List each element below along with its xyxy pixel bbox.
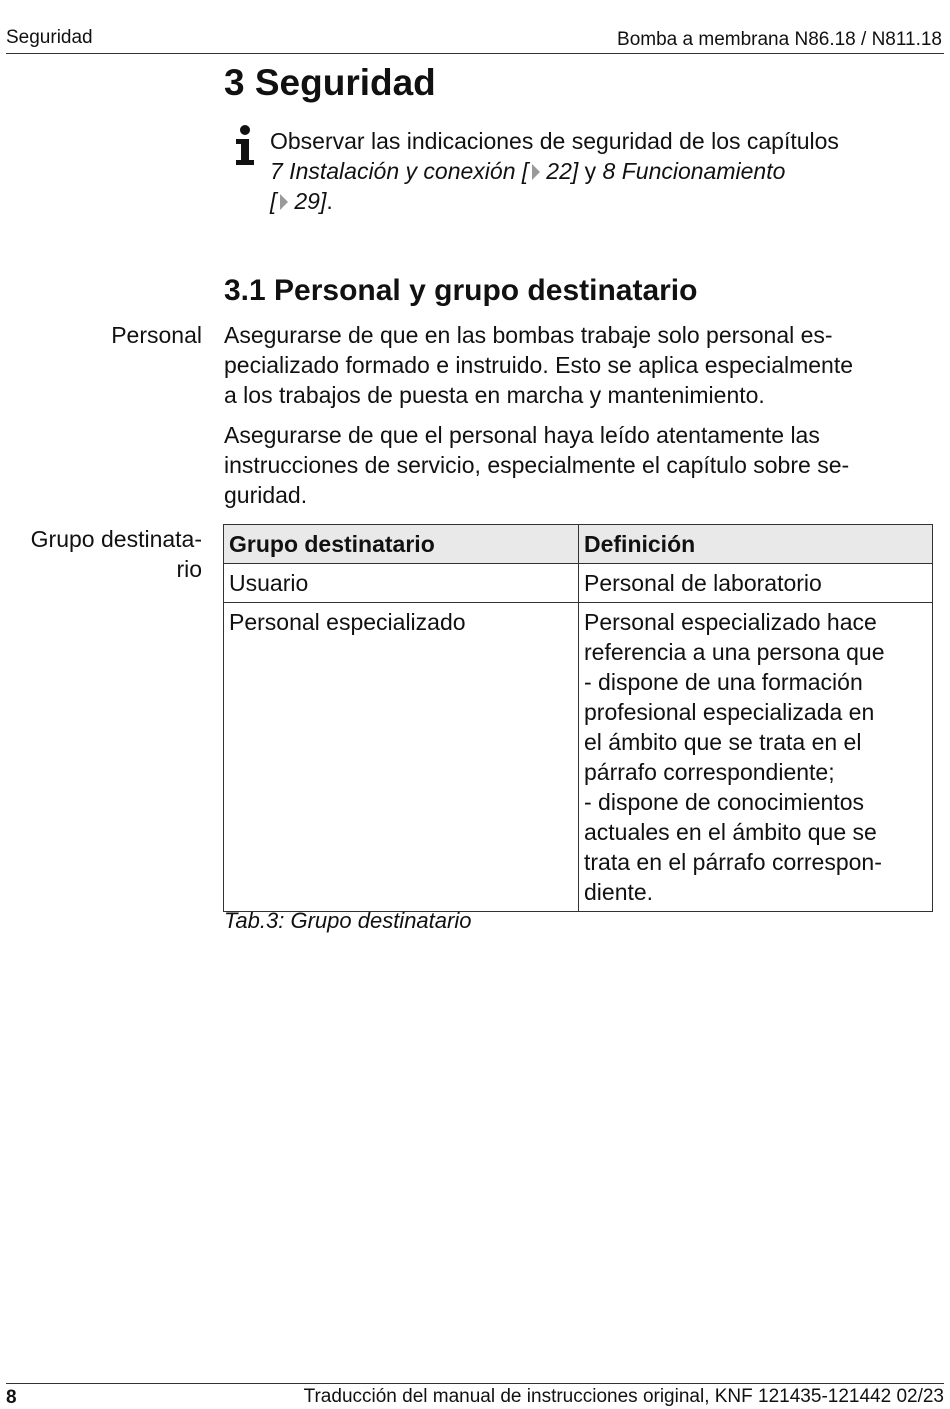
- info-icon: [230, 124, 260, 166]
- margin-label-personal: Personal: [111, 322, 202, 348]
- cell-group: Usuario: [224, 564, 579, 603]
- text-line: párrafo correspondiente;: [584, 759, 835, 785]
- personal-paragraph-1: [224, 320, 932, 410]
- ref-installation-page[interactable]: 22]: [546, 158, 579, 184]
- section-title: 3.1 Personal y grupo destinatario: [224, 274, 698, 307]
- text-line: profesional especializada en: [584, 699, 875, 725]
- chapter-title: 3 Seguridad: [224, 62, 436, 103]
- text-line: referencia a una persona que: [584, 639, 885, 665]
- text-line: Grupo destinata-: [30, 526, 202, 552]
- ref-operation-open: [: [270, 188, 277, 214]
- table-row: [224, 603, 933, 912]
- safety-note: [270, 126, 920, 216]
- header-product-name: Bomba a membrana N86.18 / N811.18: [617, 29, 942, 50]
- text-line: a los trabajos de puesta en marcha y mantenimiento.: [224, 382, 765, 408]
- text-line: - dispone de una formación: [584, 669, 863, 695]
- text-line: - dispone de conocimientos: [584, 789, 864, 815]
- text-line: diente.: [584, 879, 654, 905]
- footer-document-info: Traducción del manual de instrucciones original, KNF 121435-121442 02/23: [303, 1386, 944, 1407]
- cell-definition: [579, 564, 933, 603]
- margin-label-grupo: [31, 524, 202, 584]
- ref-operation[interactable]: 8 Funcionamiento: [602, 158, 786, 184]
- column-header-definition: Definición: [579, 525, 933, 564]
- page-footer: [6, 1383, 944, 1408]
- text-line: actuales en el ámbito que se: [584, 819, 877, 845]
- personal-paragraph-2: [224, 420, 932, 510]
- page-ref-arrow-icon: [532, 164, 540, 180]
- safety-note-conj: y: [578, 158, 603, 184]
- text-line: guridad.: [224, 482, 308, 508]
- safety-note-end: .: [326, 188, 333, 214]
- table-caption: Tab.3: Grupo destinatario: [224, 908, 472, 933]
- target-group-table: [223, 524, 933, 912]
- text-line: Personal de laboratorio: [584, 570, 822, 596]
- text-line: rio: [176, 556, 202, 582]
- cell-group: Personal especializado: [224, 603, 579, 912]
- page-number: 8: [6, 1387, 17, 1408]
- text-line: Asegurarse de que en las bombas trabaje solo personal es-: [224, 322, 833, 348]
- safety-note-intro: Observar las indicaciones de seguridad de los capítulos: [270, 128, 839, 154]
- table-header-row: [224, 525, 933, 564]
- page-ref-arrow-icon: [280, 194, 288, 210]
- ref-operation-page[interactable]: 29]: [294, 188, 327, 214]
- text-line: Asegurarse de que el personal haya leído atentamente las: [224, 422, 820, 448]
- column-header-group: Grupo destinatario: [224, 525, 579, 564]
- page-header: [6, 27, 944, 54]
- text-line: trata en el párrafo correspon-: [584, 849, 882, 875]
- text-line: instrucciones de servicio, especialmente el capítulo sobre se-: [224, 452, 850, 478]
- header-section-name: Seguridad: [6, 27, 93, 48]
- cell-definition: [579, 603, 933, 912]
- table-row: [224, 564, 933, 603]
- text-line: pecializado formado e instruido. Esto se aplica especialmente: [224, 352, 854, 378]
- text-line: Personal especializado hace: [584, 609, 877, 635]
- ref-installation[interactable]: 7 Instalación y conexión [: [270, 158, 529, 184]
- text-line: el ámbito que se trata en el: [584, 729, 862, 755]
